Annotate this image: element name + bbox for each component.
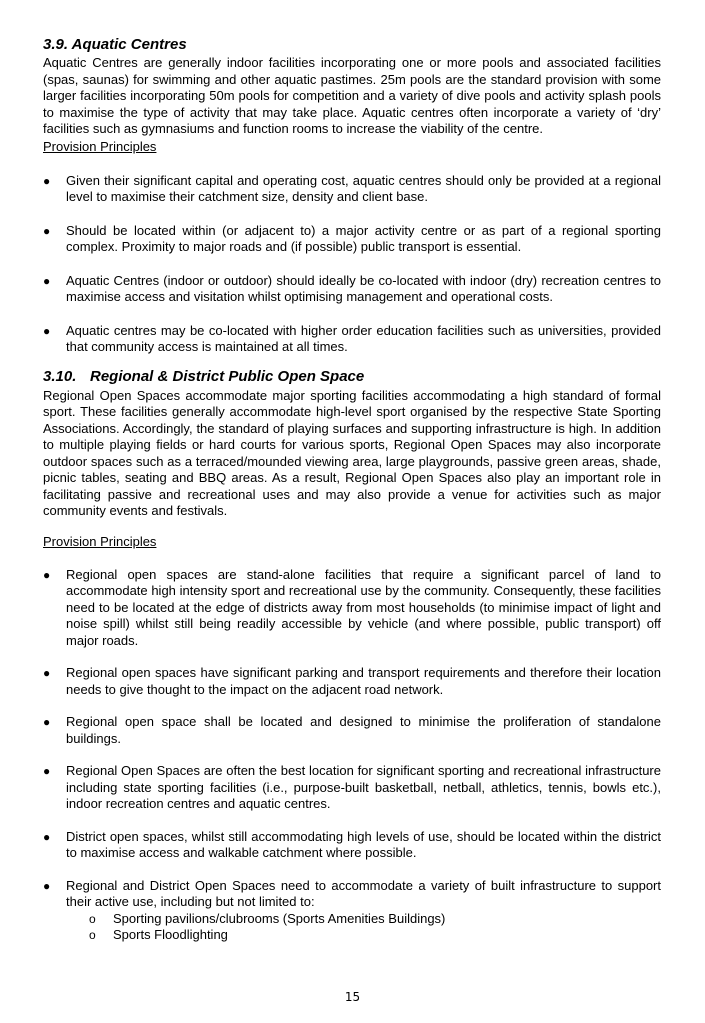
section-heading-regional-open-space xyxy=(43,368,661,386)
list-item: ● Regional open spaces have significant parking and transport requirements and therefore their location needs to give thought to the impact on the adjacent road network. xyxy=(43,665,661,697)
list-item: ● Should be located within (or adjacent to) a major activity centre or as part of a regional sporting complex. Proximity to major roads and (if possible) public transport is essential. xyxy=(43,222,661,254)
bullet-icon: ● xyxy=(43,567,51,582)
list-item: ● Regional open spaces are stand-alone facilities that require a significant parcel of land to accommodate high intensity sport and recreational use by the community. Consequently, these facilities need to be located at the edge of districts away from most households (to minimise impact of light and noise spill) whilst still being readily accessible by vehicle (and where possible, public transport) off major roads. xyxy=(43,566,661,648)
sub-list-item: o Sporting pavilions/clubrooms (Sports Amenities Buildings) xyxy=(89,910,446,926)
aquatic-centres-intro: Aquatic Centres are generally indoor facilities incorporating one or more pools and associated facilities (spas, saunas) for swimming and other aquatic pastimes. 25m pools are the standard provision with some larger facilities incorporating 50m pools for competition and a variety of dive pools and activity splash pools to maximise the type of activity that may take place. Aquatic centres often incorporate a variety of ‘dry’ facilities such as gymnasiums and function rooms to increase the viability of the centre. xyxy=(43,55,661,136)
bullet-icon: ● xyxy=(43,878,51,893)
list-item: ● Aquatic centres may be co-located with higher order education facilities such as universities, provided that community access is maintained at all times. xyxy=(43,322,661,354)
regional-open-space-intro: Regional Open Spaces accommodate major sporting facilities accommodating a high standard of formal sport. These facilities generally accommodate high-level sport organised by the respective State Sporting Associations. Accordingly, the standard of playing surfaces and supporting infrastructure is high. In addition to multiple playing fields or hard courts for various sports, Regional Open Spaces may also incorporate outdoor spaces such as a terraced/mounded viewing area, large playgrounds, passive green areas, shade, picnic tables, seating and BBQ areas. As a result, Regional Open Spaces also play an important role in facilitating passive and recreational uses and may also provide a venue for activities such as major community events and festivals. xyxy=(43,387,661,518)
section-title: Regional & District Public Open Space xyxy=(90,367,365,385)
bullet-icon: ● xyxy=(43,666,51,680)
infrastructure-sublist xyxy=(66,911,661,944)
section-number: 3.10. xyxy=(43,367,77,385)
bullet-icon: ● xyxy=(43,764,51,778)
regional-principles-list xyxy=(43,567,661,944)
bullet-icon: ● xyxy=(43,223,51,238)
provision-principles-heading: Provision Principles xyxy=(43,533,157,549)
list-item: ● District open spaces, whilst still accommodating high levels of use, should be located within the district to maximise access and walkable catchment where possible. xyxy=(43,828,661,860)
section-heading-aquatic-centres: 3.9. Aquatic Centres xyxy=(43,36,187,53)
list-item: ● Regional open space shall be located and designed to minimise the proliferation of standalone buildings. xyxy=(43,714,661,746)
list-item: ● Regional and District Open Spaces need to accommodate a variety of built infrastructure to support their active use, including but not limited to: o Sporting pavilions/clubrooms (Sports Amenities Buildings) o Sports Floodlighting xyxy=(43,877,661,942)
aquatic-principles-list xyxy=(43,173,661,356)
bullet-icon: ● xyxy=(43,273,51,288)
provision-principles-heading: Provision Principles xyxy=(43,138,157,154)
bullet-icon: ● xyxy=(43,715,51,729)
bullet-icon: ● xyxy=(43,323,51,338)
page-number: 15 xyxy=(344,990,361,1004)
list-item: ● Regional Open Spaces are often the best location for significant sporting and recreational infrastructure including state sporting facilities (i.e., purpose-built basketball, netball, athletics, tennis, bowls etc.), indoor recreation centres and aquatic centres. xyxy=(43,763,661,811)
bullet-icon: ● xyxy=(43,829,51,844)
circle-bullet-icon: o xyxy=(89,928,96,942)
circle-bullet-icon: o xyxy=(89,911,96,926)
sub-list-item: o Sports Floodlighting xyxy=(89,927,228,942)
bullet-icon: ● xyxy=(43,173,51,188)
document-page xyxy=(43,36,661,944)
list-item: ● Aquatic Centres (indoor or outdoor) should ideally be co-located with indoor (dry) recreation centres to maximise access and visitation whilst optimising management and operational costs. xyxy=(43,272,661,304)
list-item: ● Given their significant capital and operating cost, aquatic centres should only be provided at a regional level to maximise their catchment size, density and client base. xyxy=(43,172,661,204)
